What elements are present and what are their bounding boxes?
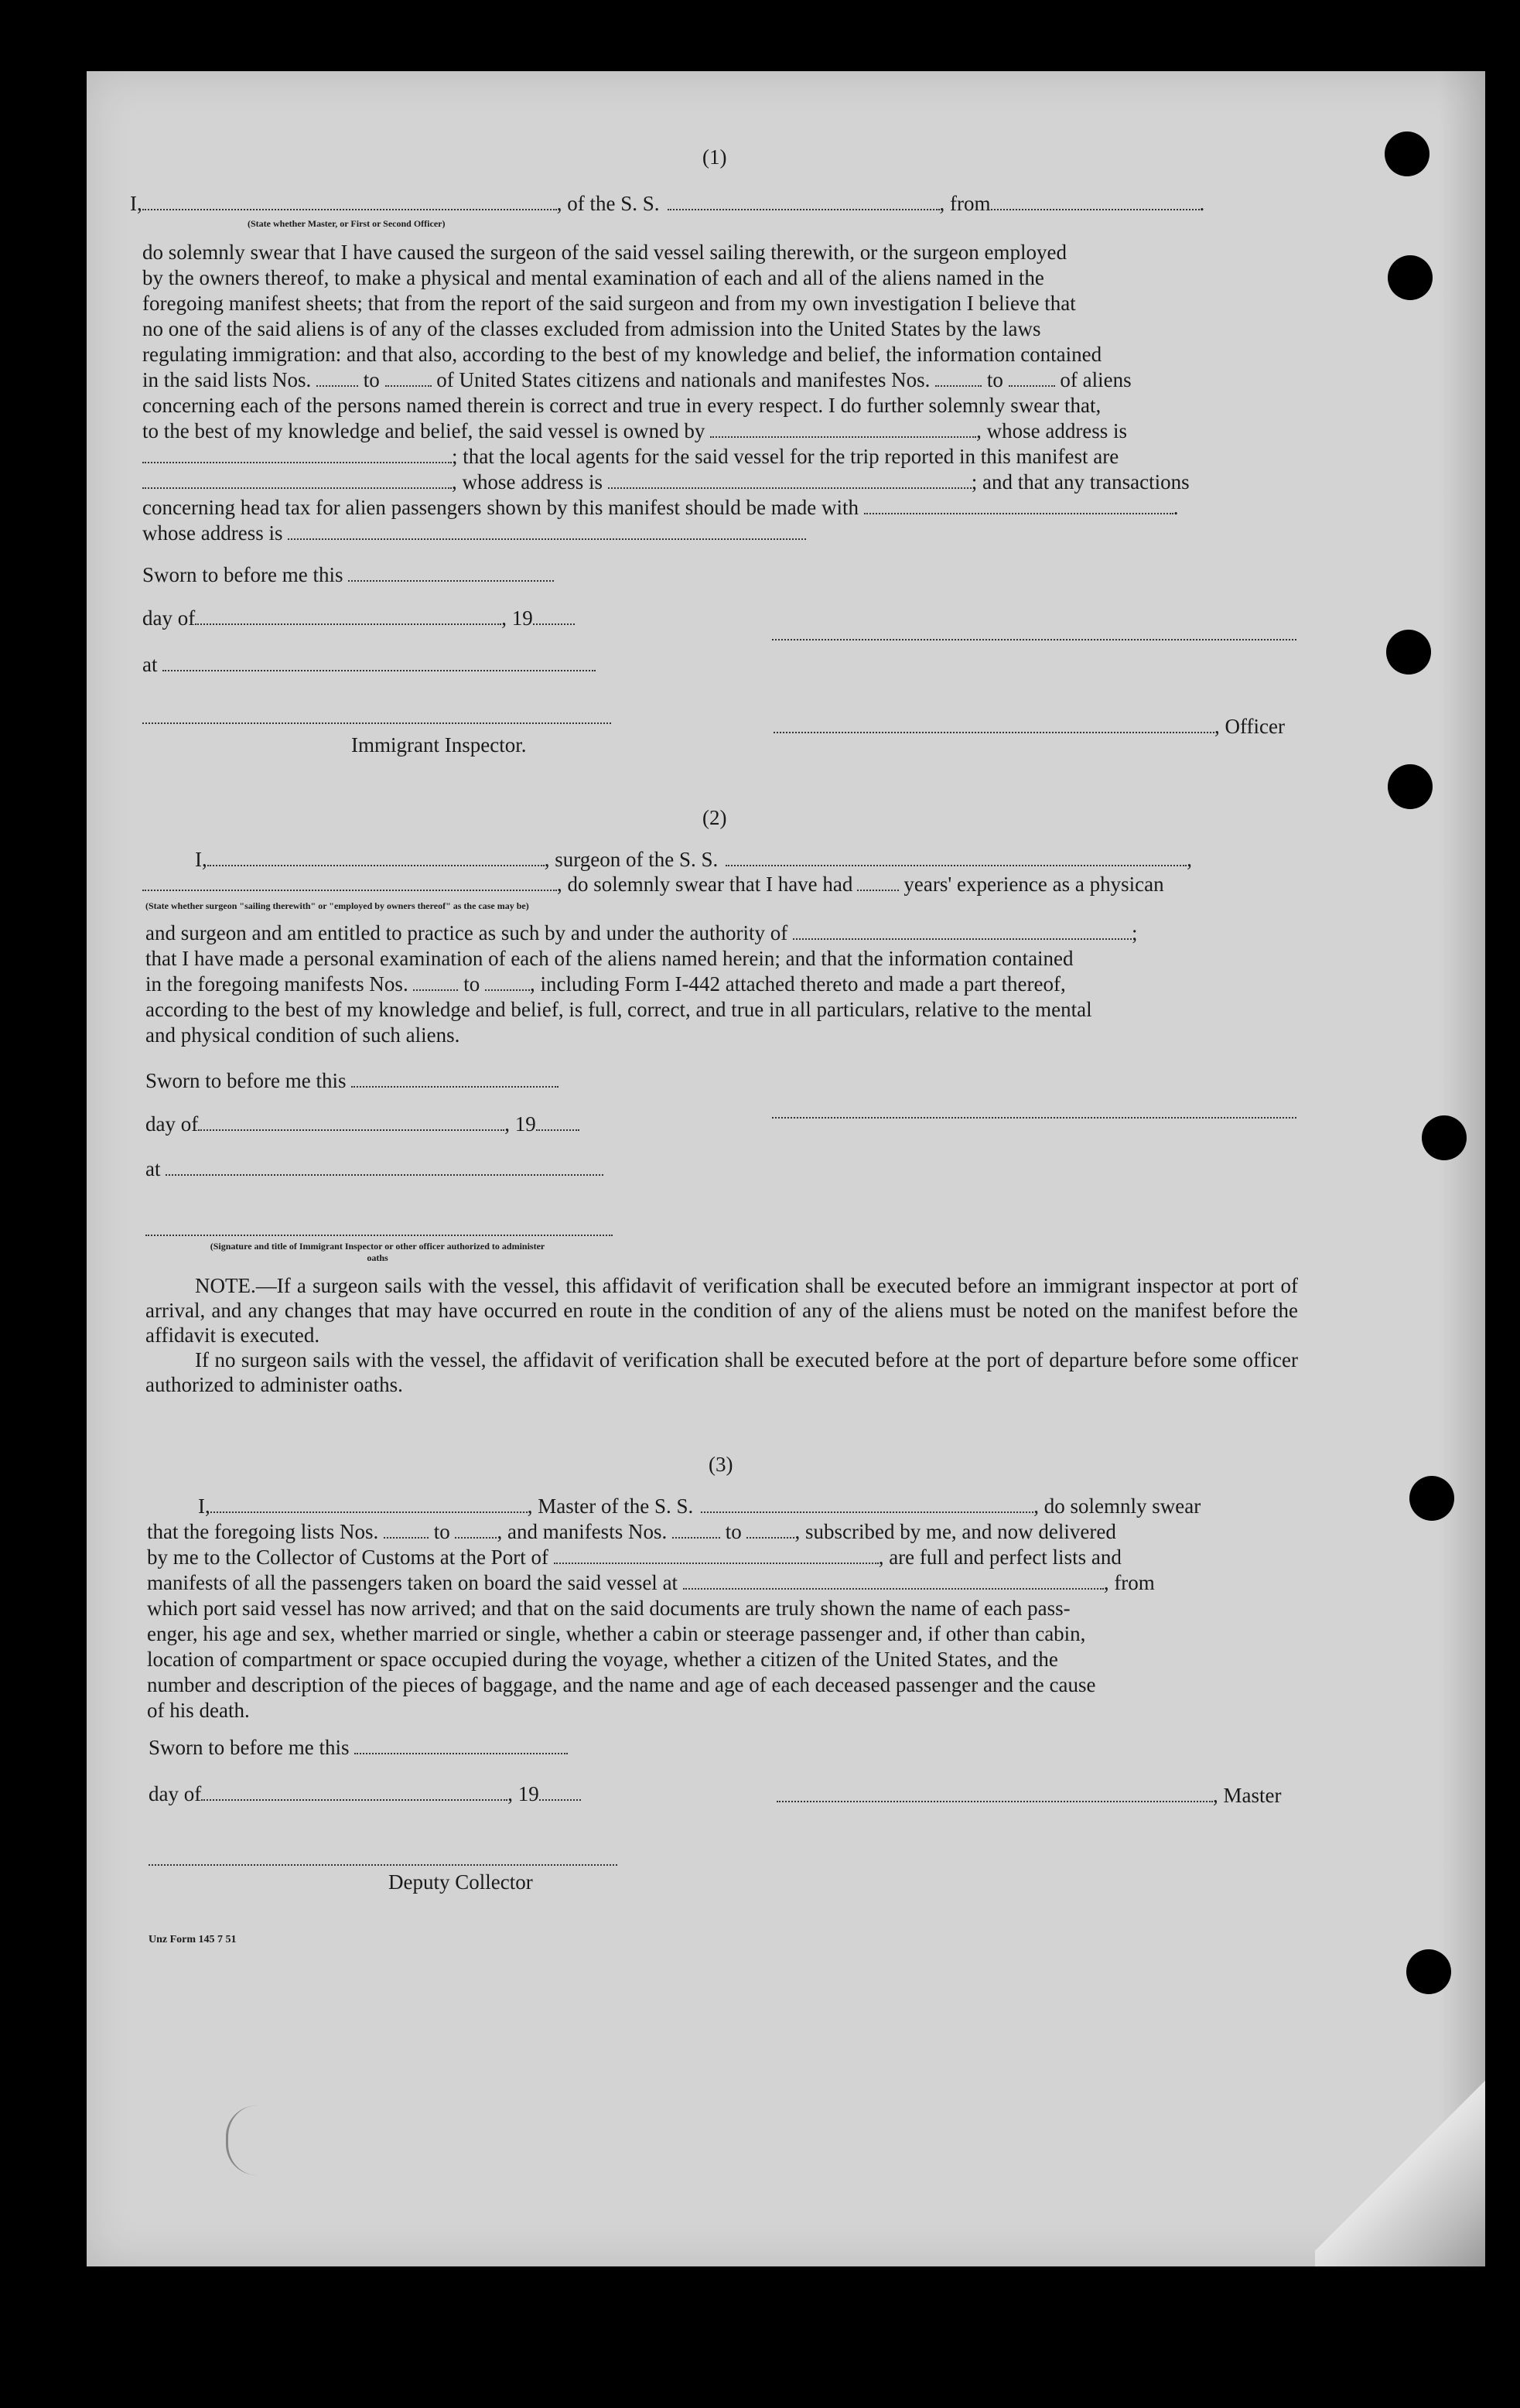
s1-end: . xyxy=(1199,192,1205,215)
s1-inspector-signature[interactable] xyxy=(142,722,611,724)
s2-year-label: , 19 xyxy=(504,1112,536,1136)
s1-at-field[interactable] xyxy=(162,653,596,671)
s3-sworn xyxy=(149,1736,568,1760)
s2-surgeon-name-field[interactable] xyxy=(207,848,545,866)
s3-line3 xyxy=(147,1545,1307,1570)
page-edge-shadow xyxy=(1439,71,1485,2266)
s1-officer-signature[interactable] xyxy=(774,715,1214,733)
s1-officer-line xyxy=(774,715,1285,739)
s1-manifest-from-field[interactable] xyxy=(935,368,982,387)
s1-whose-last-line xyxy=(142,521,1326,546)
s1-text-line: regulating immigration: and that also, according to the best of my knowledge and belief, the information contained xyxy=(142,343,1102,366)
s3-list-to-field[interactable] xyxy=(455,1520,497,1539)
s3-vessel-field[interactable] xyxy=(701,1494,1033,1513)
s1-owned-label: to the best of my knowledge and belief, the said vessel is owned by xyxy=(142,419,705,442)
s2-sig-caption: (Signature and title of Immigrant Inspector or other officer authorized to administer oaths xyxy=(210,1241,545,1263)
s1-agents-label: ; that the local agents for the said vessel for the trip reported in this manifest are xyxy=(452,445,1119,468)
s1-agents-line xyxy=(142,444,1326,470)
s2-to-label: to xyxy=(463,972,480,996)
s3-port-label: by me to the Collector of Customs at the Port of xyxy=(147,1546,548,1569)
s3-subscribed-label: , subscribed by me, and now delivered xyxy=(794,1520,1116,1543)
s1-text-line: do solemnly swear that I have caused the surgeon of the said vessel sailing therewith, or the surgeon employed xyxy=(142,241,1067,264)
section-1-number: (1) xyxy=(702,145,727,169)
s1-caption: (State whether Master, or First or Second Officer) xyxy=(248,218,446,229)
s3-master-name-field[interactable] xyxy=(210,1494,528,1513)
punch-hole xyxy=(1388,764,1433,809)
s1-sworn-label: Sworn to before me this xyxy=(142,563,343,586)
s2-at-label: at xyxy=(145,1157,161,1180)
s1-nos-label: in the said lists Nos. xyxy=(142,368,312,391)
s2-paragraph xyxy=(145,921,1298,1048)
s1-nos-line xyxy=(142,367,1326,393)
s2-line1 xyxy=(195,848,1192,872)
s1-year-field[interactable] xyxy=(533,606,575,625)
s1-headtax-field[interactable] xyxy=(864,496,1173,514)
s2-authority-line xyxy=(145,921,1298,946)
s2-form-label: , including Form I-442 attached thereto and made a part thereof, xyxy=(529,972,1066,996)
s1-transactions-label: ; and that any transactions xyxy=(971,470,1190,494)
s1-whose-line xyxy=(142,470,1326,495)
s1-headtax-address-field[interactable] xyxy=(288,521,806,540)
s3-text-line: enger, his age and sex, whether married or single, whether a cabin or steerage passenger and, if other than cabin, xyxy=(147,1622,1086,1645)
s3-port-field[interactable] xyxy=(554,1546,879,1564)
s2-surgeon-label: , surgeon of the S. S. xyxy=(544,848,719,871)
s1-from-field[interactable] xyxy=(991,192,1200,210)
punch-hole xyxy=(1386,630,1431,675)
s1-owner-address-field[interactable] xyxy=(142,445,452,463)
s3-deputy-label: Deputy Collector xyxy=(388,1870,533,1894)
s1-owner-field[interactable] xyxy=(710,419,976,438)
s2-nos-label: in the foregoing manifests Nos. xyxy=(145,972,408,996)
s3-i-label: I, xyxy=(198,1494,210,1518)
s3-to-label: to xyxy=(433,1520,450,1543)
s3-text-line: of his death. xyxy=(147,1699,250,1722)
s3-sworn-field[interactable] xyxy=(354,1736,568,1754)
s1-dayof-label: day of xyxy=(142,606,196,630)
s3-perfect-label: , are full and perfect lists and xyxy=(878,1546,1122,1569)
s2-note-1 xyxy=(145,1273,1298,1347)
s1-citizens-label: of United States citizens and nationals and manifestes Nos. xyxy=(436,368,931,391)
s1-owned-line xyxy=(142,418,1326,444)
s3-to2-label: to xyxy=(725,1520,742,1543)
s1-vessel-field[interactable] xyxy=(668,192,940,210)
form-id: Unz Form 145 7 51 xyxy=(149,1934,237,1945)
s1-aliens-label: of aliens xyxy=(1060,368,1132,391)
s2-at xyxy=(145,1157,603,1181)
s1-list-to-field[interactable] xyxy=(385,368,432,387)
s1-inspector-label: Immigrant Inspector. xyxy=(351,733,527,757)
s3-year-field[interactable] xyxy=(539,1782,581,1801)
s3-line2 xyxy=(147,1519,1307,1545)
s3-sworn-label: Sworn to before me this xyxy=(149,1736,350,1759)
s1-agents-field[interactable] xyxy=(142,470,452,489)
s2-vessel-field[interactable] xyxy=(726,848,1187,866)
s1-to-label: to xyxy=(363,368,380,391)
s1-i-label: I, xyxy=(130,192,142,215)
s3-list-from-field[interactable] xyxy=(384,1520,429,1539)
s1-headtax-label: concerning head tax for alien passengers shown by this manifest should be made with xyxy=(142,496,859,519)
s3-line4 xyxy=(147,1570,1307,1596)
s1-text-line: foregoing manifest sheets; that from the report of the said surgeon and from my own investigation I believe that xyxy=(142,292,1076,315)
s3-year-label: , 19 xyxy=(507,1782,539,1805)
s3-lists-label: that the foregoing lists Nos. xyxy=(147,1520,379,1543)
s1-sworn-field[interactable] xyxy=(348,563,554,582)
s2-years-field[interactable] xyxy=(857,873,899,891)
s2-swear-label: , do solemnly swear that I have had xyxy=(557,873,853,896)
s2-note-2-text: If no surgeon sails with the vessel, the affidavit of verification shall be executed before at the port of departure before some officer authorized to administer oaths. xyxy=(145,1348,1298,1396)
s1-list-from-field[interactable] xyxy=(316,368,358,387)
s2-surgeon-signature[interactable] xyxy=(772,1117,1296,1119)
s3-text-line: which port said vessel has now arrived; and that on the said documents are truly shown the name of each pass- xyxy=(147,1597,1071,1620)
s1-to2-label: to xyxy=(986,368,1003,391)
s3-from-label: , from xyxy=(1103,1571,1155,1594)
s3-text-line: number and description of the pieces of baggage, and the name and age of each deceased passenger and the cause xyxy=(147,1673,1096,1696)
s2-text-line: and physical condition of such aliens. xyxy=(145,1023,460,1047)
s1-owner-address-label: , whose address is xyxy=(976,419,1128,442)
s1-paragraph xyxy=(142,240,1326,546)
s2-sworn-field[interactable] xyxy=(351,1069,558,1088)
s2-sworn-label: Sworn to before me this xyxy=(145,1069,347,1092)
punch-hole xyxy=(1388,255,1433,300)
punch-hole xyxy=(1385,132,1429,176)
s2-end: , xyxy=(1187,848,1193,871)
s2-years-label: years' experience as a physican xyxy=(903,873,1164,896)
s1-at-label: at xyxy=(142,653,158,676)
s3-master-sign-label: , Master xyxy=(1213,1784,1282,1807)
s3-manifest-to-field[interactable] xyxy=(746,1520,794,1539)
s1-sworn xyxy=(142,563,554,587)
s3-swear-label: , do solemnly swear xyxy=(1033,1494,1201,1518)
document-page xyxy=(87,71,1485,2266)
s1-officer-label: , Officer xyxy=(1214,715,1285,738)
s3-line1 xyxy=(198,1494,1201,1518)
s2-note-1-text: NOTE.—If a surgeon sails with the vessel, this affidavit of verification shall be executed before an immigrant inspector at port of arrival, and any changes that may have occurred en route in the condition of any of the aliens must be noted on the manifest before the affidavit is executed. xyxy=(145,1274,1298,1347)
s1-year-label: , 19 xyxy=(501,606,533,630)
s2-i-label: I, xyxy=(195,848,207,871)
s3-master-label: , Master of the S. S. xyxy=(527,1494,694,1518)
s1-officer-field[interactable] xyxy=(142,192,557,210)
s1-whose-last-label: whose address is xyxy=(142,521,283,545)
s1-day-field[interactable] xyxy=(195,606,501,625)
s1-at xyxy=(142,653,596,677)
s2-manifest-from-field[interactable] xyxy=(413,972,458,991)
punch-hole xyxy=(1422,1115,1467,1160)
s2-nos-line xyxy=(145,972,1298,997)
s1-from-label: , from xyxy=(939,192,991,215)
s1-of-ss-label: , of the S. S. xyxy=(556,192,660,215)
punch-hole xyxy=(1409,1476,1454,1521)
s3-dayof xyxy=(149,1782,581,1806)
section-2-number: (2) xyxy=(702,806,727,829)
s1-agent-address-label: , whose address is xyxy=(452,470,603,494)
s2-capacity-field[interactable] xyxy=(142,873,557,891)
torn-corner xyxy=(1315,2065,1485,2266)
s3-manifests-label: , and manifests Nos. xyxy=(497,1520,668,1543)
s1-headtax-line: concerning head tax for alien passengers shown by this manifest should be made with . xyxy=(142,496,1179,519)
s1-text-line: concerning each of the persons named therein is correct and true in every respect. I do further solemnly swear that, xyxy=(142,394,1102,417)
s2-text-line: according to the best of my knowledge and belief, is full, correct, and true in all particulars, relative to the mental xyxy=(145,998,1092,1021)
s3-deputy-signature[interactable] xyxy=(149,1864,617,1866)
s2-caption: (State whether surgeon "sailing therewith" or "employed by owners thereof" as the case may be) xyxy=(145,900,529,911)
handwritten-mark xyxy=(226,2106,290,2175)
s3-port-taken-field[interactable] xyxy=(683,1571,1104,1590)
s2-authority-label: and surgeon and am entitled to practice as such by and under the authority of xyxy=(145,921,788,944)
s3-master-signature[interactable] xyxy=(777,1784,1213,1802)
s2-note-2 xyxy=(145,1347,1298,1397)
s2-year-field[interactable] xyxy=(536,1112,579,1131)
s1-text-line: by the owners thereof, to make a physical and mental examination of each and all of the aliens named in the xyxy=(142,266,1044,289)
s2-inspector-signature[interactable] xyxy=(145,1235,613,1236)
s2-day-field[interactable] xyxy=(198,1112,504,1131)
s1-text-line: no one of the said aliens is of any of the classes excluded from admission into the United States by the laws xyxy=(142,317,1041,340)
s3-taken-label: manifests of all the passengers taken on board the said vessel at xyxy=(147,1571,678,1594)
s2-dayof xyxy=(145,1112,579,1136)
s2-dayof-label: day of xyxy=(145,1112,199,1136)
s3-master-line xyxy=(777,1784,1281,1808)
s3-text-line: location of compartment or space occupied during the voyage, whether a citizen of the United States, and the xyxy=(147,1648,1058,1671)
s1-line1 xyxy=(130,192,1204,216)
s2-sworn xyxy=(145,1069,558,1093)
s1-officer-signature-upper[interactable] xyxy=(772,639,1296,640)
s1-agent-address-field[interactable] xyxy=(608,470,972,489)
s1-manifest-to-field[interactable] xyxy=(1009,368,1055,387)
s3-day-field[interactable] xyxy=(201,1782,507,1801)
s2-at-field[interactable] xyxy=(166,1157,603,1176)
s2-text-line: that I have made a personal examination of each of the aliens named herein; and that the information contained xyxy=(145,947,1074,970)
s3-manifest-from-field[interactable] xyxy=(672,1520,720,1539)
punch-hole xyxy=(1406,1949,1451,1994)
s1-dayof xyxy=(142,606,575,630)
s3-dayof-label: day of xyxy=(149,1782,202,1805)
s2-line2 xyxy=(142,873,1164,897)
s2-authority-field[interactable] xyxy=(793,921,1132,940)
s3-paragraph xyxy=(147,1519,1307,1723)
s2-manifest-to-field[interactable] xyxy=(485,972,530,991)
section-3-number: (3) xyxy=(709,1453,733,1476)
s2-authority-end: ; xyxy=(1132,921,1138,944)
